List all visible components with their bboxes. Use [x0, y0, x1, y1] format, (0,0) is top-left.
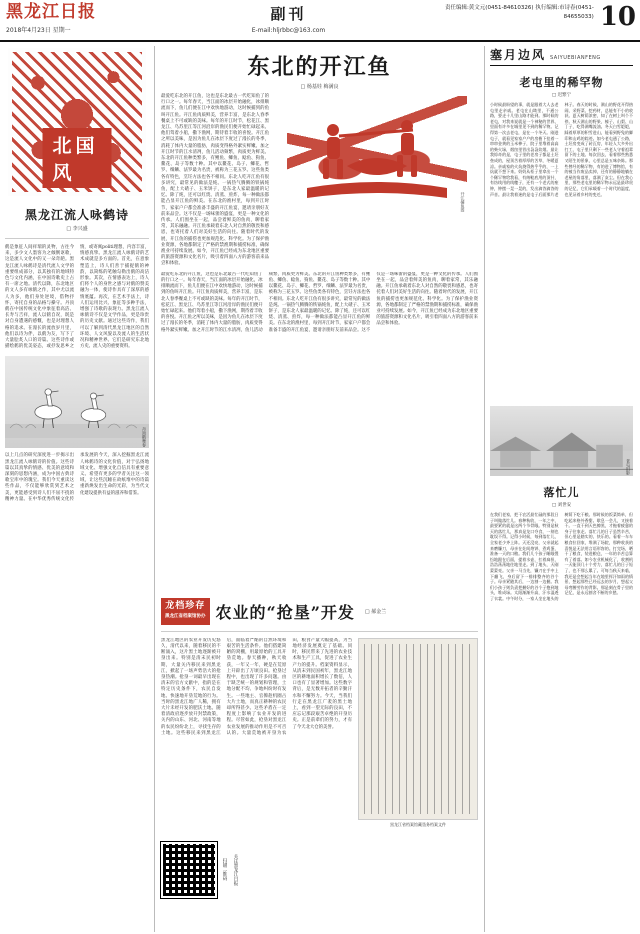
qr-block [161, 842, 478, 898]
masthead-left [0, 0, 156, 34]
qr-caption-2: 关注黑龙江日报 [233, 853, 238, 886]
archive-document-image [358, 638, 478, 820]
editor-credits: 责任编辑:黄文元(0451-84610326) 执行编辑:市诗春(0451-84655033) [444, 5, 594, 20]
crane-photo-caption: 丹顶鹤舞春 [142, 427, 147, 448]
papercut-artwork [8, 48, 146, 196]
column-left [5, 46, 155, 932]
archive-stamp-label: 龙档珍存 [165, 600, 206, 611]
masthead-center [156, 0, 421, 34]
right-section-title-text: 塞月边风 [490, 48, 547, 62]
right-section-pinyin: SAIYUEBIANFENG [550, 55, 601, 61]
village-photo [490, 406, 633, 476]
masthead [0, 0, 640, 42]
right-section-title [490, 46, 546, 63]
archive-document-caption: 黑龙江省档案馆藏垦务档案文件 [390, 821, 446, 827]
right-article1-title: 老屯里的稀罕物 [519, 76, 604, 89]
left-article-body: 鹤是象征人间祥瑞的灵物，古往今来，多少文人墨客为之倾倒讴歌，这是流人文化中的又一朵奇葩。黑龙江流人咏鹤诗是清代流人文学的重要组成部分，以其独有的地域特色与文化内涵，在中国诗歌史上占有一席之地。清代以降，东北地区的文人多有咏鹤之作，其中尤以流人为多，他们身处逆境，借物抒怀，寄托自身的品格与操守。丹顶鹤在中国传统文化中象征着高洁、长寿与吉祥，流人以鹤自况，既是对自身遭遇的感慨，也是对理想人格的追求。在漫长的流放岁月里，他们以诗为伴，以鹤为友，写下了大量脍炙人口的诗篇。这些诗作或描绘鹤的优美姿态，或抒发思乡之情，或寄寓politi理想，内容丰富，情感真挚。黑龙江流人咏鹤诗的艺术成就是多方面的。首先，在意象塑造上，诗人们善于捕捉鹤的神韵，以简练的笔触勾勒出鹤的高洁形象。其次，在情感表达上，诗人们将个人的身世之感与对鹤的赞美融为一体，使诗作具有了深厚的感情底蕴。再次，在艺术手法上，诗人们运用比兴、象征等多种手法，增强了诗歌的表现力。黑龙江流人咏鹤诗不仅是文学作品，更是珍贵的历史文献。通过这些诗作，我们可以了解到清代黑龙江地区的自然环境、人文风貌以及流人的生活状况和精神世界。它们是研究东北地方史、流人史的重要资料。 [5, 245, 149, 350]
newspaper-logo: 黑龙江日报 [6, 2, 96, 22]
page-content [0, 42, 640, 932]
right-article1-byline: □ 迟繁宁 [551, 93, 572, 98]
masthead-right [421, 0, 640, 30]
qr-caption-1: 扫描二维码 [222, 858, 227, 881]
main-article-byline: □ 杨基娃 梅满良 [300, 84, 339, 90]
column-right [485, 46, 633, 932]
sub-article-byline: □ 郝金兰 [364, 608, 387, 615]
divider-2 [161, 631, 478, 632]
archive-document-text-lines [364, 644, 472, 814]
sub-article-title: 农业的“抢垦”开发 [215, 602, 355, 622]
publication-date: 2018年4月23日 星期一 [6, 27, 71, 34]
left-article-byline: □ 李兴盛 [66, 226, 88, 232]
right-article2-title: 落忙儿 [543, 486, 580, 499]
village-illustration [490, 406, 633, 476]
main-article-title: 东北的开江鱼 [247, 54, 392, 80]
right-article2-byline: □ 刘世安 [551, 503, 572, 508]
fishing-papercut-artwork [287, 96, 467, 214]
section-email: E-mail:hljrbbc@163.com [251, 27, 326, 34]
archive-stamp [161, 598, 210, 625]
beiguofeng-banner: 北国风 [43, 128, 112, 188]
fishing-scene-figures [287, 96, 467, 214]
sub-article-header [161, 598, 478, 625]
fishing-art-caption: 开江捕鱼图 [460, 192, 466, 212]
column-middle [155, 46, 485, 932]
qr-code[interactable] [161, 842, 217, 898]
right-article1-body: 小时候最盼望的事，就是跟着大人去老屯里走亲戚。老屯在山坳里，不通公路，要走十几里山路才能到。那时候的老屯，对我来说就是一个神秘的世界，里面有许多在城里见不到的稀罕物。记得第一次去老屯，是在一个冬天。刚进屯子，就看见家家户户的房檐下挂着一串串金黄的玉米棒子，院子里堆着高高的柴火垛，烟囱里冒出袅袅炊烟。最让我惊奇的是，屯子里的老房子都是土坯垒成的，屋顶苫着厚厚的苫草，冬暖夏凉。亲戚家的火炕烧得热乎乎的，一上炕就不想下来。奶奶从柜子里拿出一个个稀罕物给我看，有纳鞋底用的顶针，有纺线用的线穗子，还有一个老式的座钟，钟摆一晃一晃的，发出滴答滴答的声音。最让我着迷的是屯子后面那片老林子。春天的时候，满山的野花开得热闹，采野菜、挖药材，总能有不小的收获。夏天树荫浓密，知了在树上叫个不停。秋天满山的野果，榛子、山梨、山丁子，吃得满嘴流油。冬天白雪皑皑，踩着厚厚的积雪进山，能看到野兔的脚印和山鸡的踪迹。如今老屯通了公路，土坯房变成了砖瓦房，年轻人大多外出打工，屯子里只剩下一些老人守着祖辈留下的土地。每次回去，看着那些熟悉又陌生的景象，心里总是五味杂陈。那些曾经的稀罕物，有的进了博物馆，有的被当作废品卖掉，还有的静静地躺在老屋的角落里，落满了灰尘。但在我心里，那些老屯里的稀罕物永远是最珍贵的记忆，它们承载着一个时代的温度，也见证着乡村的变迁。 [490, 102, 633, 197]
right-section-header [490, 46, 633, 66]
divider [5, 238, 149, 239]
left-article-title: 黑龙江流人咏鹤诗 [24, 208, 129, 222]
archive-stamp-sublabel: 黑龙江省档案馆协办 [165, 613, 206, 619]
right-article2-body: 在我们老家，把干农活最忙碌的那段日子叫做落忙儿。春种秋收，一年之中，最要紧的就是这两个节骨眼。特别是秋天的落忙儿，那真是龙口夺食，一刻也耽误不得。记得小时候，每到落忙儿，全家老少齐上阵。天还没亮，父亲就起来磨镰刀，母亲在灶间烙饼、煮鸡蛋，准备一天的口粮。我们几个孩子睡眼惺忪地跟在后面，提着水壶，扛着扁担，浩浩荡荡地往地里走。到了地头，天刚蒙蒙亮。父亲一马当先，镰刀在手中上下翻飞，身后留下一排排整齐的谷个子。母亲紧随其后，一边割一边捆。我们小孩子则负责把捆好的谷个子抱到地头，堆成垛。太阳渐渐升高，汗水湿透了衣裳。中午时分，一家人坐在地头的树荫下吃干粮。那时候的饭菜简单，但吃起来格外香甜。歇息一会儿，又接着干。一直干到天色擦黑，才拖着疲惫的身子往家走。落忙儿的日子虽然辛苦，但心里是踏实的、快乐的。看着一车车粮食拉回家，堆满了场院，那种收获的喜悦是无法用言语形容的。打完场，晒干了粮食，装进粮仓，一年的辛苦总算有了着落。如今农业机械化了，收割机一天能顶几十个劳力，落忙儿的日子短了，也不那么累了。可每当秋天来临，我还是会想起当年在地里挥汗如雨的情景，想起那些已经远去的岁月，想起父母弯腰劳作的背影。那是刻在骨子里的记忆，是永远割舍不断的乡愁。 [490, 512, 633, 601]
crane-illustration [5, 378, 149, 438]
sub-article-body: 黑龙江地区的农业开发历史悠久，清代以来，随着移民的不断涌入，这片黑土地逐渐被开垦出来。特别是清末民初时期，大量关内移民来到黑龙江，掀起了一场声势浩大的抢垦热潮。抢垦一词最早出现在清末的官方文献中，指的是在特定历史条件下，农民自发地、快速地开垦荒地的行为。当时的黑龙江地广人稀，拥有大片未经开发的肥沃土地。随着清政府逐步放开封禁政策，关内的山东、河北、河南等地的农民纷纷北上，寻找生存的土地。这些移民来到黑龙江后，面临着严酷的自然环境和艰苦的生活条件。他们搭建简陋的窝棚，用最原始的工具开垦荒地。春天播种，秋天收获，一年又一年，硬是在荒原上开辟出了万顷良田。抢垦过程中，也出现了许多问题。由于缺乏统一的规划和管理，土地分配不均、争地纠纷时有发生。一些地主、官僚趁机圈占大片土地，而真正耕种的农民却所得甚少。这些矛盾在一定程度上影响了农业开发的进程。尽管如此，抢垦对黑龙江农业发展的推动作用是不可否认的。大量荒地被开垦为农田，粮食产量大幅提高，为当地经济发展奠定了基础。同时，移民带来了先进的农业技术和生产工具，促进了农业生产力的提升。档案资料显示，从清末到民国初年，黑龙江地区的耕地面积增长了数倍，人口也有了显著增加。这些数字背后，是无数开拓者的辛勤汗水和不懈努力。今天，当我们行走在黑龙江广袤的黑土地上，看到一望无际的良田，不应忘记那段艰苦卓绝的开垦历史。正是前辈们的努力，才有了今天北大仓的美誉。 [161, 637, 352, 736]
main-article-body: 最爱吃东北的开江鱼，这也是东北最古一代吃知鱼了的行口之一。每年春天，当江面的冰层开始融化，冰排顺流而下，鱼儿们便在江中欢快地游动，这时候捕到的鱼叫开江鱼。开江鱼肉质鲜美，营养丰富，是东北人春季餐桌上不可或缺的美味。每年的开江时节，松花江、黑龙江、乌苏里江等江河沿岸的渔民们便开始忙碌起来。他们驾着小船，撒下渔网，期待着丰收的喜悦。开江鱼之所以美味，是因为鱼儿在冰层下度过了漫长的冬季，消耗了体内大量的脂肪，肉质变得格外紧实鲜嫩。加之开江时节的江水清冽，鱼儿活动频繁，肉质更为鲜美。东北的开江鱼种类繁多，有鲤鱼、鲫鱼、鲶鱼、狗鱼、鳌花、岛子等数十种。其中以鳌花、岛子、鲫花、哲罗、细鳞、法罗最为名贵，被称为三花五罗。这些鱼类各有特色，烹饪方法也各不相同。东北人吃开江鱼有很多讲究，最常见的做法是炖。一锅热气腾腾的铁锅炖鱼，配上大碴子、玉米饼子，是东北人家最温暖的记忆。除了炖，还可以红烧、清蒸、煎炸，每一种做法都能凸显开江鱼的鲜美。在东北的渔村里，每到开江时节，家家户户都会准备丰盛的开江鱼宴，邀请亲朋好友前来品尝。这不仅是一场味蕾的盛宴，更是一种文化的传承。人们围坐在一起，品尝着鲜美的鱼肉，聊着家常，其乐融融。开江鱼承载着东北人对自然的敬畏和感恩，也寄托着人们对美好生活的向往。随着时代的发展，开江鱼的捕捞也更加规范化、科学化。为了保护渔业资源，各地都制定了严格的禁渔期和捕捞标准，确保渔业可持续发展。如今，开江鱼已经成为东北地区重要的旅游资源和文化名片，吸引着四面八方的游客前来品尝和体验。 [161, 271, 478, 333]
main-article-body-lead: 最爱吃东北的开江鱼，这也是东北最古一代吃知鱼了的行口之一。每年春天，当江面的冰层开始融化，冰排顺流而下，鱼儿们便在江中欢快地游动，这时候捕到的鱼叫开江鱼。开江鱼肉质鲜美，营养丰富，是东北人春季餐桌上不可或缺的美味。每年的开江时节，松花江、黑龙江、乌苏里江等江河沿岸的渔民们便开始忙碌起来。他们驾着小船，撒下渔网，期待着丰收的喜悦。开江鱼之所以美味，是因为鱼儿在冰层下度过了漫长的冬季，消耗了体内大量的脂肪，肉质变得格外紧实鲜嫩。加之开江时节的江水清冽，鱼儿活动频繁，肉质更为鲜美。东北的开江鱼种类繁多，有鲤鱼、鲫鱼、鲶鱼、狗鱼、鳌花、岛子等数十种。其中以鳌花、岛子、鲫花、哲罗、细鳞、法罗最为名贵，被称为三花五罗。这些鱼类各有特色，烹饪方法也各不相同。东北人吃开江鱼有很多讲究，最常见的做法是炖。一锅热气腾腾的铁锅炖鱼，配上大碴子、玉米饼子，是东北人家最温暖的记忆。除了炖，还可以红烧、清蒸、煎炸，每一种做法都能凸显开江鱼的鲜美。在东北的渔村里，每到开江时节，家家户户都会准备丰盛的开江鱼宴，邀请亲朋好友前来品尝。这不仅是一场味蕾的盛宴，更是一种文化的传承。人们围坐在一起，品尝着鲜美的鱼肉，聊着家常，其乐融融。开江鱼承载着东北人对自然的敬畏和感恩，也寄托着人们对美好生活的向往。随着时代的发展，开江鱼的捕捞也更加规范化、科学化。为了保护渔业资源，各地都制定了严格的禁渔期和捕捞标准，确保渔业可持续发展。如今，开江鱼已经成为东北地区重要的旅游资源和文化名片，吸引着四面八方的游客前来品尝和体验。 [161, 94, 269, 267]
section-title: 副刊 [270, 5, 307, 23]
crane-photo [5, 356, 149, 448]
page-number: 10 [599, 2, 636, 32]
village-photo-caption: 老屯旧影 [626, 459, 631, 475]
left-article-body-cont: 以上几点的研究深度进一步揭示出黑龙江流人咏鹤诗的价值。这些诗篇以其真挚的情感、优美的意境和深刻的思想内涵，成为中国古典诗歌宝库中的瑰宝。我们今天重读这些作品，不仅能够欣赏到艺术之美，更能感受到诗人们不屈不挠的精神力量。在中华优秀传统文化传承发展的今天，深入挖掘黑龙江流人咏鹤诗的文化价值，对于弘扬地域文化、增强文化自信具有重要意义。希望有更多的学者关注这一领域，让这些沉睡在故纸堆中的诗篇重新焕发出生命的光彩，为当代文化建设提供有益的滋养和借鉴。 [5, 453, 149, 502]
